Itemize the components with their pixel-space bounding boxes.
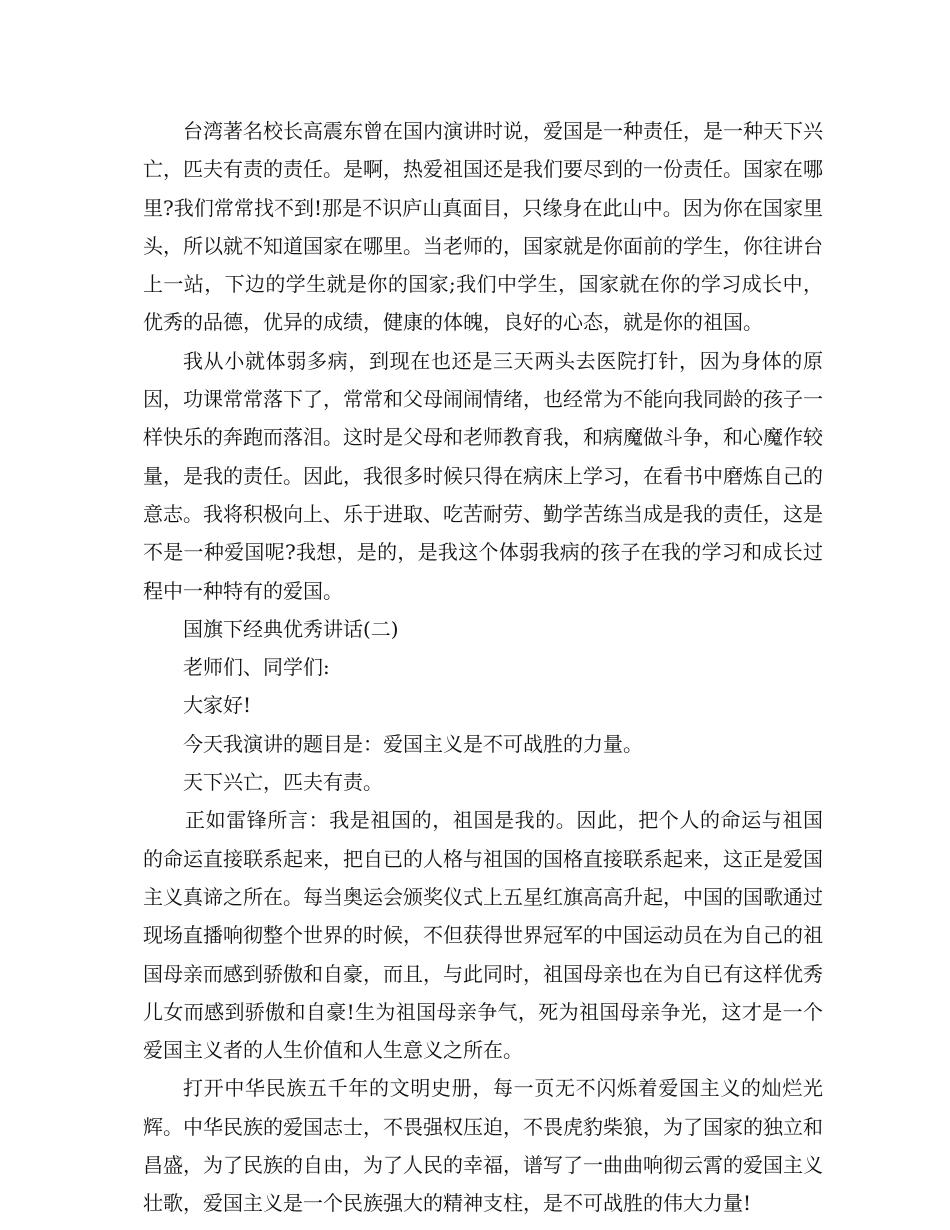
speech-topic: 今天我演讲的题目是：爱国主义是不可战胜的力量。 [183,731,643,756]
greeting: 大家好! [183,693,252,718]
section-heading: 国旗下经典优秀讲话(二) [183,616,399,641]
document-body [143,112,823,1223]
paragraph-2: 我从小就体弱多病，到现在也还是三天两头去医院打针，因为身体的原因，功课常常落下了，常常和父母闹闹情绪，也经常为不能向我同龄的孩子一样快乐的奔跑而落泪。这时是父母和老师教育我，和病魔做斗争，和心魔作较量，是我的责任。因此，我很多时候只得在病床上学习，在看书中磨炼自己的意志。我将积极向上、乐于进取、吃苦耐劳、勤学苦练当成是我的责任，这是不是一种爱国呢?我想，是的，是我这个体弱我病的孩子在我的学习和成长过程中一种特有的爱国。 [143,348,823,603]
paragraph-1: 台湾著名校长高震东曾在国内演讲时说，爱国是一种责任，是一种天下兴亡，匹夫有责的责任。是啊，热爱祖国还是我们要尽到的一份责任。国家在哪里?我们常常找不到!那是不识庐山真面目，只缘身在此山中。因为你在国家里头，所以就不知道国家在哪里。当老师的，国家就是你面前的学生，你往讲台上一站，下边的学生就是你的国家;我们中学生，国家就在你的学习成长中，优秀的品德，优异的成绩，健康的体魄，良好的心态，就是你的祖国。 [143,119,823,335]
motto-line: 天下兴亡，匹夫有责。 [183,770,383,795]
salutation: 老师们、同学们: [183,655,330,680]
paragraph-3: 正如雷锋所言：我是祖国的，祖国是我的。因此，把个人的命运与祖国的命运直接联系起来，把自已的人格与祖国的国格直接联系起来，这正是爱国主义真谛之所在。每当奥运会颁奖仪式上五星红旗高高升起，中国的国歌通过现场直播响彻整个世界的时候，不但获得世界冠军的中国运动员在为自己的祖国母亲而感到骄傲和自豪，而且，与此同时，祖国母亲也在为自已有这样优秀儿女而感到骄傲和自豪!生为祖国母亲争气，死为祖国母亲争光，这才是一个爱国主义者的人生价值和人生意义之所在。 [143,808,823,1063]
paragraph-4: 打开中华民族五千年的文明史册，每一页无不闪烁着爱国主义的灿烂光辉。中华民族的爱国志士，不畏强权压迫，不畏虎豹柴狼，为了国家的独立和昌盛，为了民族的自由，为了人民的幸福，谱写了一曲曲响彻云霄的爱国主义壮歌，爱国主义是一个民族强大的精神支柱，是不可战胜的伟大力量! [143,1076,823,1216]
